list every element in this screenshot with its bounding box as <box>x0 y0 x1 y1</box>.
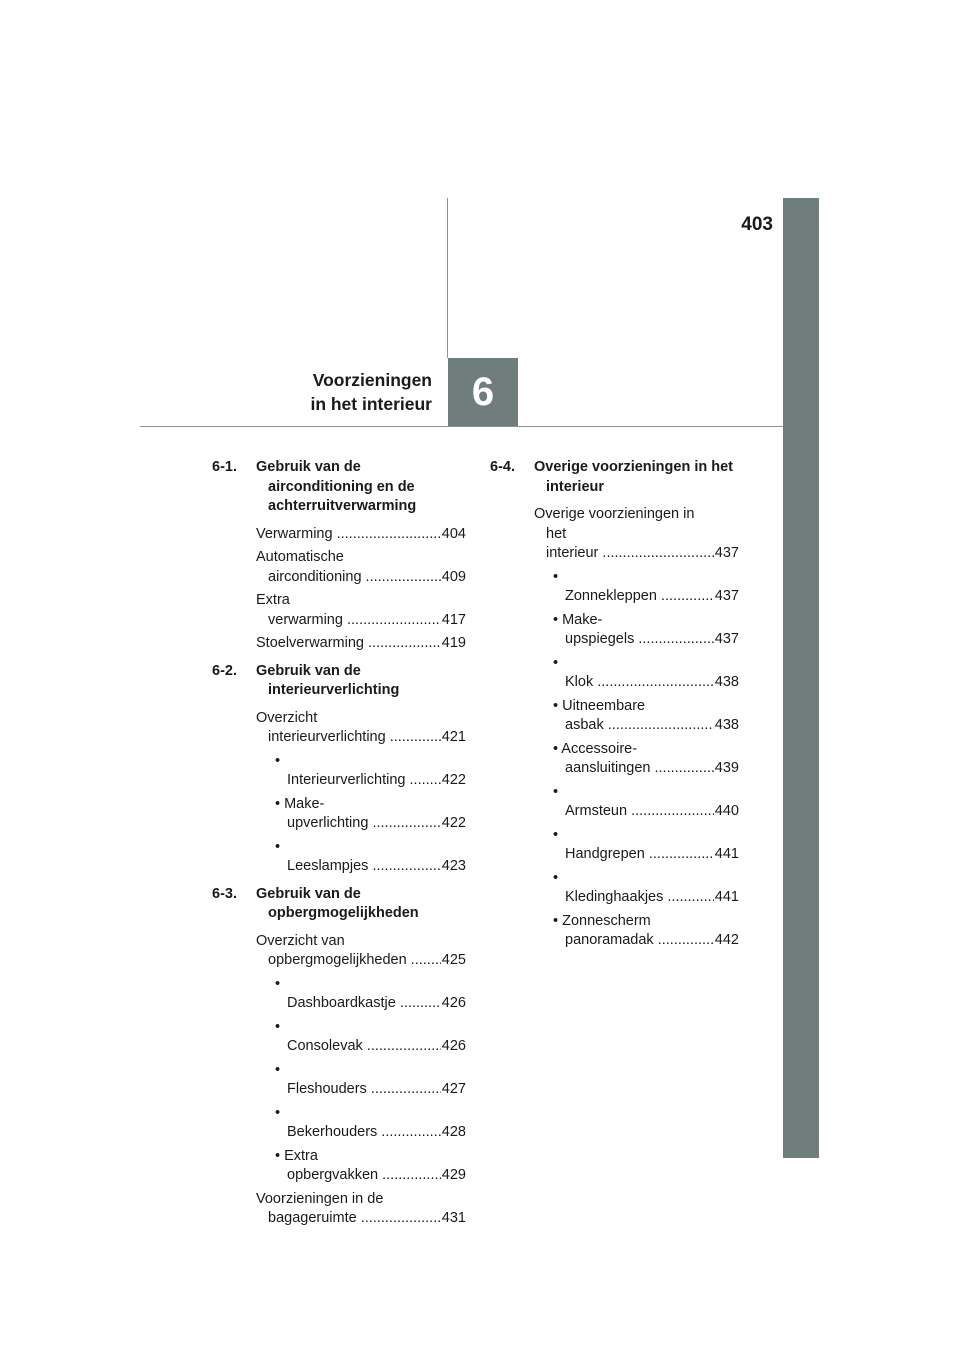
toc-entry-title: • Extra opbergvakken ..... <box>265 1147 441 1186</box>
page-number: 403 <box>741 214 773 235</box>
toc-entry-title: • Handgrepen ..... <box>543 826 714 865</box>
toc-entry[interactable] <box>543 611 739 650</box>
toc-entry[interactable] <box>534 505 739 564</box>
toc-section <box>212 885 466 1229</box>
toc-entry-title: • Interieurverlichting ..... <box>265 752 441 791</box>
toc-entry-title: Voorzieningen in de bagageruimte ..... <box>256 1190 441 1229</box>
toc-entry-title: Overzicht interieurverlichting ..... <box>256 709 441 748</box>
toc-entry[interactable] <box>543 654 739 693</box>
toc-section-number: 6-1. <box>212 459 237 475</box>
toc-entry[interactable] <box>265 1147 466 1186</box>
toc-entry[interactable] <box>256 1190 466 1229</box>
toc-entry[interactable] <box>265 1018 466 1057</box>
toc-entry-title: Automatische airconditioning ..... <box>256 548 441 587</box>
toc-entry-page: 439 <box>714 759 739 779</box>
toc-entry-title: • Kledinghaakjes ..... <box>543 869 714 908</box>
toc-entry-title: Verwarming ..... <box>256 525 441 545</box>
toc-entry-page: 438 <box>714 673 739 693</box>
toc-entry-title: • Bekerhouders ..... <box>265 1104 441 1143</box>
toc-entry-page: 404 <box>441 525 466 545</box>
toc-entry-page: 441 <box>714 845 739 865</box>
toc-entry-page: 425 <box>441 951 466 971</box>
toc-entry[interactable] <box>256 525 466 545</box>
toc-entry-page: 423 <box>441 857 466 877</box>
toc-section <box>490 458 739 951</box>
toc-entry-title: Extra verwarming ..... <box>256 591 441 630</box>
toc-entry[interactable] <box>543 740 739 779</box>
toc-section-heading <box>212 662 466 701</box>
toc-entry[interactable] <box>265 1061 466 1100</box>
toc-entry[interactable] <box>265 752 466 791</box>
toc-entry[interactable] <box>256 591 466 630</box>
toc-entry-page: 431 <box>441 1209 466 1229</box>
toc-entry-title: • Make-upspiegels ..... <box>543 611 714 650</box>
toc-entry-page: 421 <box>441 728 466 748</box>
toc-entry[interactable] <box>265 975 466 1014</box>
toc-entry[interactable] <box>265 1104 466 1143</box>
toc-entry[interactable] <box>543 826 739 865</box>
toc-section-number: 6-4. <box>490 459 515 475</box>
toc-section-number: 6-3. <box>212 885 237 902</box>
toc-section <box>212 662 466 877</box>
toc-entry-page: 422 <box>441 771 466 791</box>
toc-section-heading <box>212 458 466 517</box>
toc-entry-page: 440 <box>714 802 739 822</box>
toc-entry-title: • Zonnescherm panoramadak ..... <box>543 912 714 951</box>
toc-entry[interactable] <box>256 548 466 587</box>
toc-section-title: Overige voorzieningen in het interieur <box>534 459 734 495</box>
toc-entry-page: 426 <box>441 994 466 1014</box>
toc-section-heading <box>212 885 466 924</box>
chapter-title <box>250 368 432 416</box>
toc-entry-title: • Consolevak ..... <box>265 1018 441 1057</box>
toc-entry-title: • Klok ..... <box>543 654 714 693</box>
toc-entry-title: Overzicht van opbergmogelijkheden ..... <box>256 932 441 971</box>
toc-entry-page: 437 <box>714 587 739 607</box>
toc-entry-title: • Accessoire-aansluitingen ..... <box>543 740 714 779</box>
toc-entry-title: • Make-upverlichting ..... <box>265 795 441 834</box>
toc-entry-page: 427 <box>441 1080 466 1100</box>
toc-entry-title: • Uitneembare asbak ..... <box>543 697 714 736</box>
toc-entry-title: Overige voorzieningen in het interieur ..... <box>534 505 714 564</box>
toc-entry-title: • Leeslampjes ..... <box>265 838 441 877</box>
toc-entry[interactable] <box>265 838 466 877</box>
toc-entry[interactable] <box>256 932 466 971</box>
toc-entry[interactable] <box>256 709 466 748</box>
toc-entry-page: 426 <box>441 1037 466 1057</box>
toc-entry[interactable] <box>256 634 466 654</box>
toc-entry[interactable] <box>543 568 739 607</box>
toc-entry-page: 437 <box>714 544 739 564</box>
toc-entry-page: 409 <box>441 568 466 588</box>
toc-entry-page: 419 <box>441 634 466 654</box>
toc-entry-page: 441 <box>714 888 739 908</box>
toc-entry-title: • Fleshouders ..... <box>265 1061 441 1100</box>
toc-entry-page: 437 <box>714 630 739 650</box>
chapter-number-block: 6 <box>448 358 518 426</box>
toc-section-title: Gebruik van de interieurverlichting <box>256 662 400 698</box>
toc-entry[interactable] <box>543 869 739 908</box>
toc-section <box>212 458 466 654</box>
toc-section-number: 6-2. <box>212 662 237 679</box>
chapter-side-tab <box>783 198 819 1158</box>
toc-entry-title: • Zonnekleppen ..... <box>543 568 714 607</box>
toc-entry-title: • Armsteun ..... <box>543 783 714 822</box>
toc-entry[interactable] <box>265 795 466 834</box>
toc-entry[interactable] <box>543 697 739 736</box>
chapter-title-line1: Voorzieningen <box>312 370 432 390</box>
toc-entry-page: 417 <box>441 611 466 631</box>
toc-entry[interactable] <box>543 912 739 951</box>
toc-section-heading <box>490 458 739 497</box>
header-vertical-rule <box>447 198 448 358</box>
toc-entry-page: 438 <box>714 716 739 736</box>
toc-section-title: Gebruik van de airconditioning en de achterruitverwarming <box>256 459 417 514</box>
header-horizontal-rule <box>140 426 783 427</box>
toc-entry-page: 422 <box>441 814 466 834</box>
toc-entry-page: 428 <box>441 1123 466 1143</box>
toc-entry-page: 429 <box>441 1166 466 1186</box>
toc-entry-title: Stoelverwarming ..... <box>256 634 441 654</box>
toc-column-left <box>212 458 466 1237</box>
toc-column-right <box>490 458 739 959</box>
chapter-title-line2: in het interieur <box>310 394 432 414</box>
toc-entry[interactable] <box>543 783 739 822</box>
toc-entry-page: 442 <box>714 931 739 951</box>
toc-entry-title: • Dashboardkastje ..... <box>265 975 441 1014</box>
toc-section-title: Gebruik van de opbergmogelijkheden <box>256 885 419 921</box>
